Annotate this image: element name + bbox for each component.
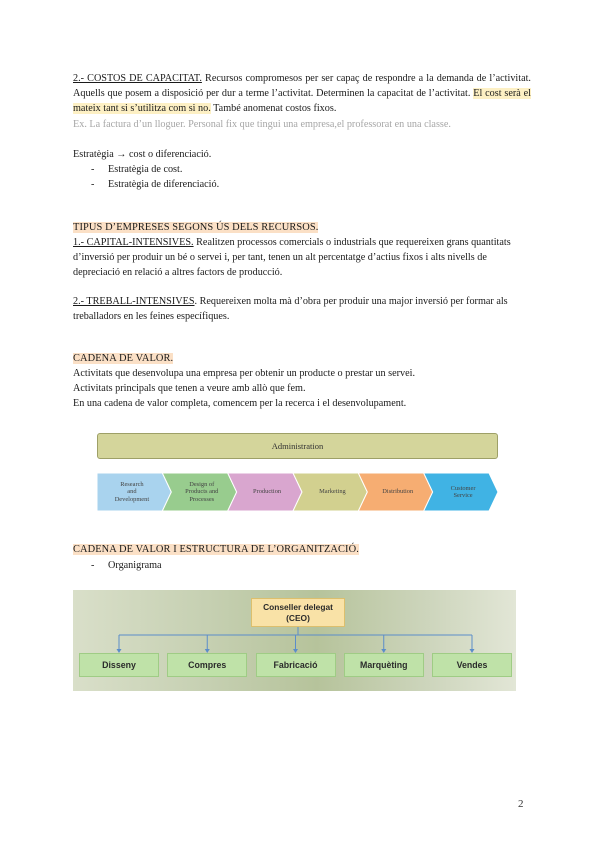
strategy-list xyxy=(73,162,531,192)
strategy-intro: Estratègia → cost o diferenciació. xyxy=(73,149,212,160)
value-chain-line: En una cadena de valor completa, comencem per la recerca i el desenvolupament. xyxy=(73,398,407,409)
capital-label: 1.- CAPITAL-INTENSIVES. xyxy=(73,237,194,248)
capital-text: Realitzen processos comercials o industrials que requereixen grans quantitats d’inversió per produir un bé o servei i, per tant, tenen un alt percentatge d’actius fixos i alts nivells de depreciació en relació a altres factors de producció. xyxy=(73,237,511,278)
value-chain-line: Activitats que desenvolupa una empresa per obtenir un producte o prestar un servei. xyxy=(73,368,416,379)
labour-text: . Requereixen molta mà d’obra per produir una major inversió per formar als treballadors en les feines específiques. xyxy=(73,296,508,322)
list-item: - Estratègia de cost. xyxy=(91,164,183,175)
org-list xyxy=(73,558,531,573)
vc-step-label: Design of Products and Processes xyxy=(185,480,219,503)
vc-step-label: Distribution xyxy=(382,488,414,496)
vc-step-label: Research and Development xyxy=(114,480,150,503)
list-item: - Organigrama xyxy=(91,560,162,571)
vc-support-bar: Administration xyxy=(97,433,498,459)
costs-text-2: També anomenat costos fixos. xyxy=(210,103,337,114)
vc-step-label: Marketing xyxy=(319,488,346,496)
page-number: 2 xyxy=(518,798,524,810)
value-chain-line: Activitats principals que tenen a veure amb allò que fem. xyxy=(73,383,306,394)
org-department-box: Compres xyxy=(167,653,247,677)
costs-highlight: El cost serà el mateix tant si s’utilitza com si no. xyxy=(73,88,531,114)
org-chart xyxy=(73,590,516,691)
ceo-abbrev: (CEO) xyxy=(286,613,310,623)
org-heading: CADENA DE VALOR I ESTRUCTURA DE L’ORGANITZACIÓ. xyxy=(73,544,359,555)
resources-heading: TIPUS D’EMPRESES SEGONS ÚS DELS RECURSOS. xyxy=(73,222,319,233)
org-department-box: Marquèting xyxy=(344,653,424,677)
costs-paragraph xyxy=(73,71,531,116)
labour-label: 2.- TREBALL-INTENSIVES xyxy=(73,296,195,307)
org-department-box: Fabricació xyxy=(256,653,336,677)
org-department-box: Vendes xyxy=(432,653,512,677)
ceo-box xyxy=(251,598,345,627)
list-item: - Estratègia de diferenciació. xyxy=(91,179,220,190)
value-chain-heading: CADENA DE VALOR. xyxy=(73,353,174,364)
costs-text-1: Recursos compromesos per ser capaç de respondre a la demanda de l’activitat. Aquells que posem a disposició per dur a terme l’activitat. Determinen la capacitat de l’activitat. xyxy=(73,73,531,99)
org-department-box: Disseny xyxy=(79,653,159,677)
vc-step-label: Customer Service xyxy=(450,484,476,499)
costs-label: 2.- COSTOS DE CAPACITAT. xyxy=(73,73,202,84)
capital-paragraph xyxy=(73,235,531,280)
ceo-title: Conseller delegat xyxy=(263,602,333,612)
costs-example: Ex. La factura d’un lloguer. Personal fix que tingui una empresa,el professorat en una classe. xyxy=(73,119,451,130)
labour-paragraph xyxy=(73,294,531,324)
vc-step-label: Production xyxy=(253,488,282,496)
value-chain-text xyxy=(73,366,531,411)
value-chain-diagram xyxy=(97,433,498,519)
